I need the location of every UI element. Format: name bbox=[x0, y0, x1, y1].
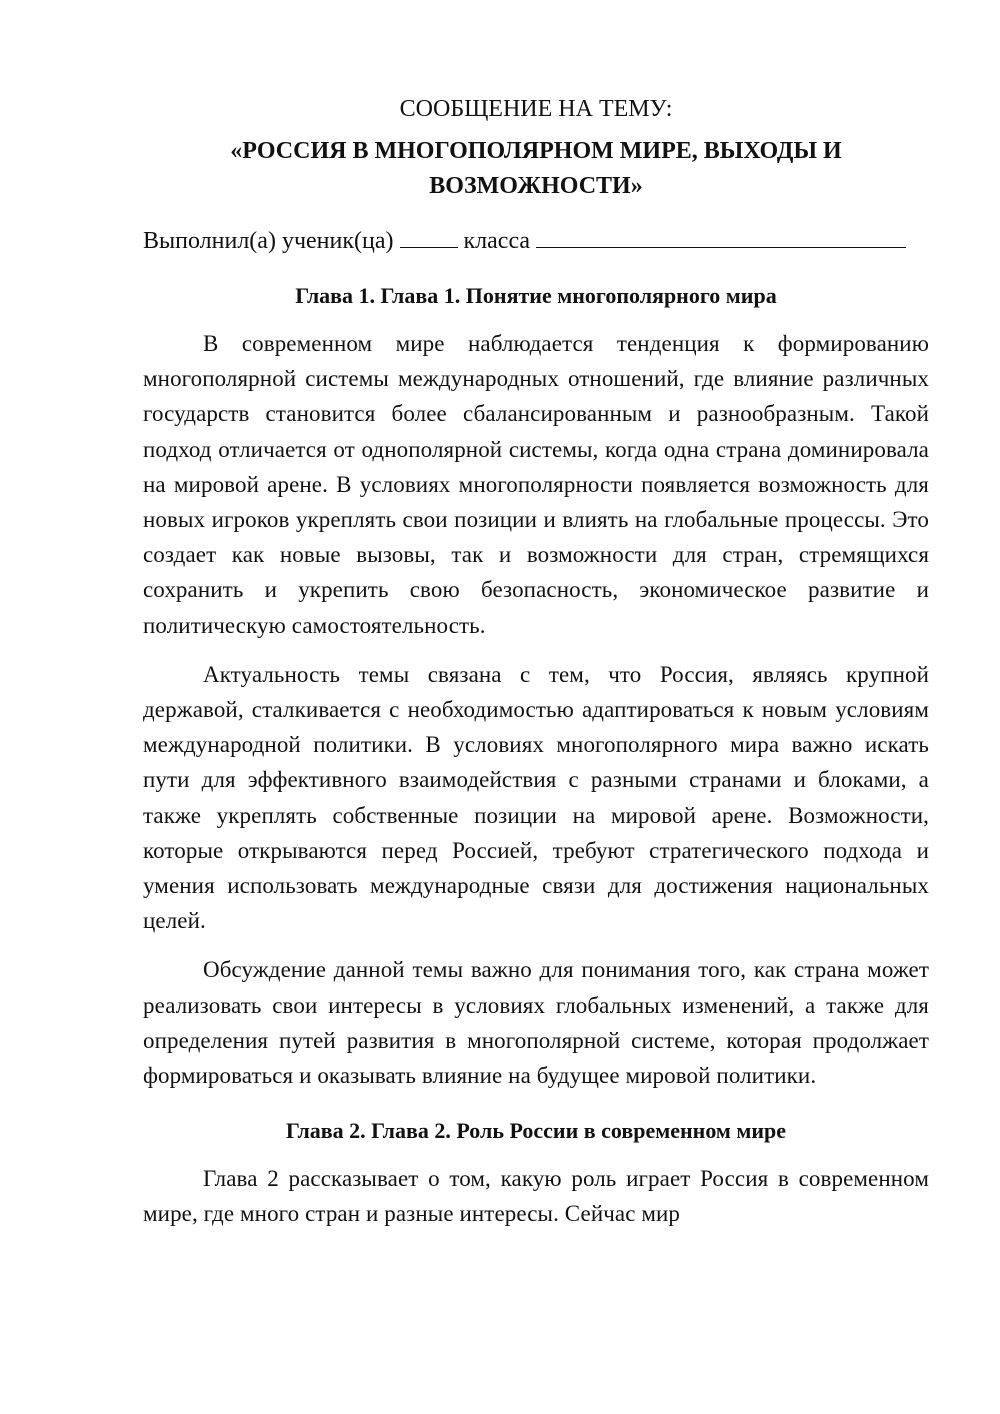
document-page bbox=[143, 92, 929, 1246]
author-line bbox=[143, 224, 929, 258]
document-title: «РОССИЯ В МНОГОПОЛЯРНОМ МИРЕ, ВЫХОДЫ И ВОЗМОЖНОСТИ» bbox=[230, 138, 842, 199]
chapter-2-paragraph-1: Глава 2 рассказывает о том, какую роль играет Россия в современном мире, где много стран и разные интересы. Сейчас мир bbox=[143, 1166, 929, 1227]
chapter-1-paragraph-2: Актуальность темы связана с тем, что Россия, являясь крупной державой, сталкивается с необходимостью адаптироваться к новым условиям международной политики. В условиях многополярного мира важно искать пути для эффективного взаимодействия с разными странами и блоками, а также укреплять собственные позиции на мировой арене. Возможности, которые открываются перед Россией, требуют стратегического подхода и умения использовать международные связи для достижения национальных целей. bbox=[143, 661, 929, 934]
author-prefix: Выполнил(а) ученик(ца) bbox=[143, 228, 394, 254]
chapter-1-paragraph-1: В современном мире наблюдается тенденция к формированию многополярной системы международных отношений, где влияние различных государств становится более сбалансированным и разнообразным. Такой подход отличается от однополярной системы, когда одна страна доминировала на мировой арене. В условиях многополярности появляется возможность для новых игроков укреплять свои позиции и влиять на глобальные процессы. Это создает как новые вызовы, так и возможности для стран, стремящихся сохранить и укрепить свою безопасность, экономическое развитие и политическую самостоятельность. bbox=[143, 331, 929, 638]
class-number-blank[interactable] bbox=[400, 225, 458, 248]
class-word: класса bbox=[463, 228, 531, 254]
document-type-label: СООБЩЕНИЕ НА ТЕМУ: bbox=[399, 96, 673, 122]
student-name-blank[interactable] bbox=[536, 225, 906, 248]
chapter-2-heading: Глава 2. Глава 2. Роль России в современном мире bbox=[285, 1118, 787, 1144]
chapter-1-paragraph-3: Обсуждение данной темы важно для понимания того, как страна может реализовать свои интересы в условиях глобальных изменений, а также для определения путей развития в многополярной системе, которая продолжает формироваться и оказывать влияние на будущее мировой политики. bbox=[143, 957, 929, 1089]
chapter-1-heading: Глава 1. Глава 1. Понятие многополярного мира bbox=[295, 283, 777, 308]
